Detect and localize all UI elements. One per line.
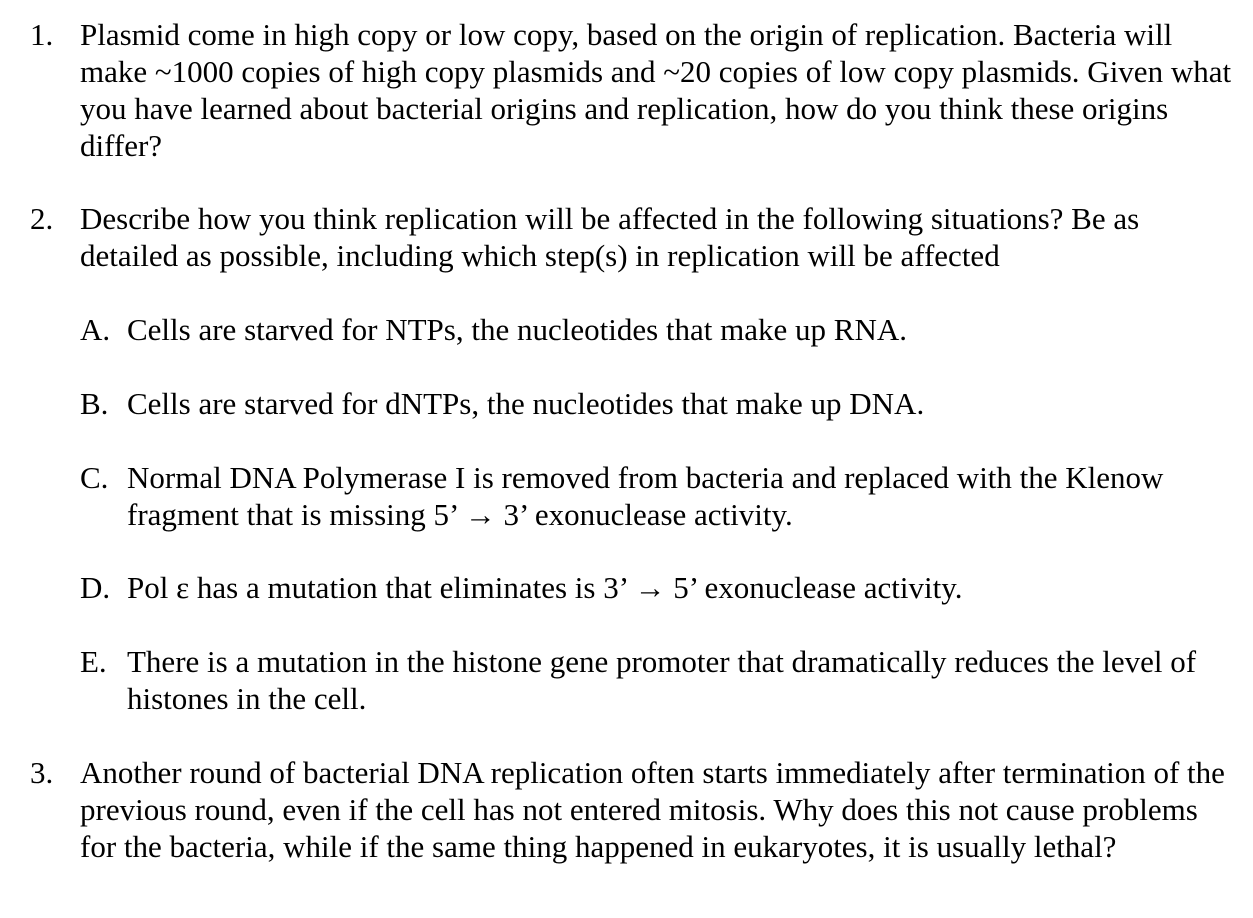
subitem-b-label: B.: [80, 386, 109, 421]
subitem-b-text: Cells are starved for dNTPs, the nucleotides that make up DNA.: [127, 386, 925, 421]
subitem-a-text: Cells are starved for NTPs, the nucleotides that make up RNA.: [127, 312, 907, 347]
subitem-e-label: E.: [80, 644, 107, 679]
subitem-e-text: There is a mutation in the histone gene promoter that dramatically reduces the level of histones in the cell.: [127, 644, 1197, 716]
question-3-text: Another round of bacterial DNA replication often starts immediately after termination of the previous round, even if the cell has not entered mitosis. Why does this not cause problems for the bacteria, while if the same thing happened in eukaryotes, it is usually lethal?: [80, 755, 1225, 864]
question-3-number: 3.: [30, 755, 54, 790]
subitem-d-text: Pol ε has a mutation that eliminates is 3’ → 5’ exonuclease activity.: [127, 570, 963, 605]
question-2-text: Describe how you think replication will be affected in the following situations? Be as detailed as possible, including which step(s) in replication will be affected: [80, 201, 1140, 273]
question-2-number: 2.: [30, 201, 54, 236]
subitem-d-label: D.: [80, 570, 111, 605]
subitem-c-label: C.: [80, 460, 109, 495]
question-1-number: 1.: [30, 17, 54, 52]
subitem-a-label: A.: [80, 312, 111, 347]
question-1-text: Plasmid come in high copy or low copy, based on the origin of replication. Bacteria will make ~1000 copies of high copy plasmids and ~20 copies of low copy plasmids. Given what you have learned about bacterial origins and replication, how do you think these origins differ?: [80, 17, 1232, 163]
subitem-c-text: Normal DNA Polymerase I is removed from bacteria and replaced with the Klenow fragment that is missing 5’ → 3’ exonuclease activity.: [127, 460, 1164, 532]
